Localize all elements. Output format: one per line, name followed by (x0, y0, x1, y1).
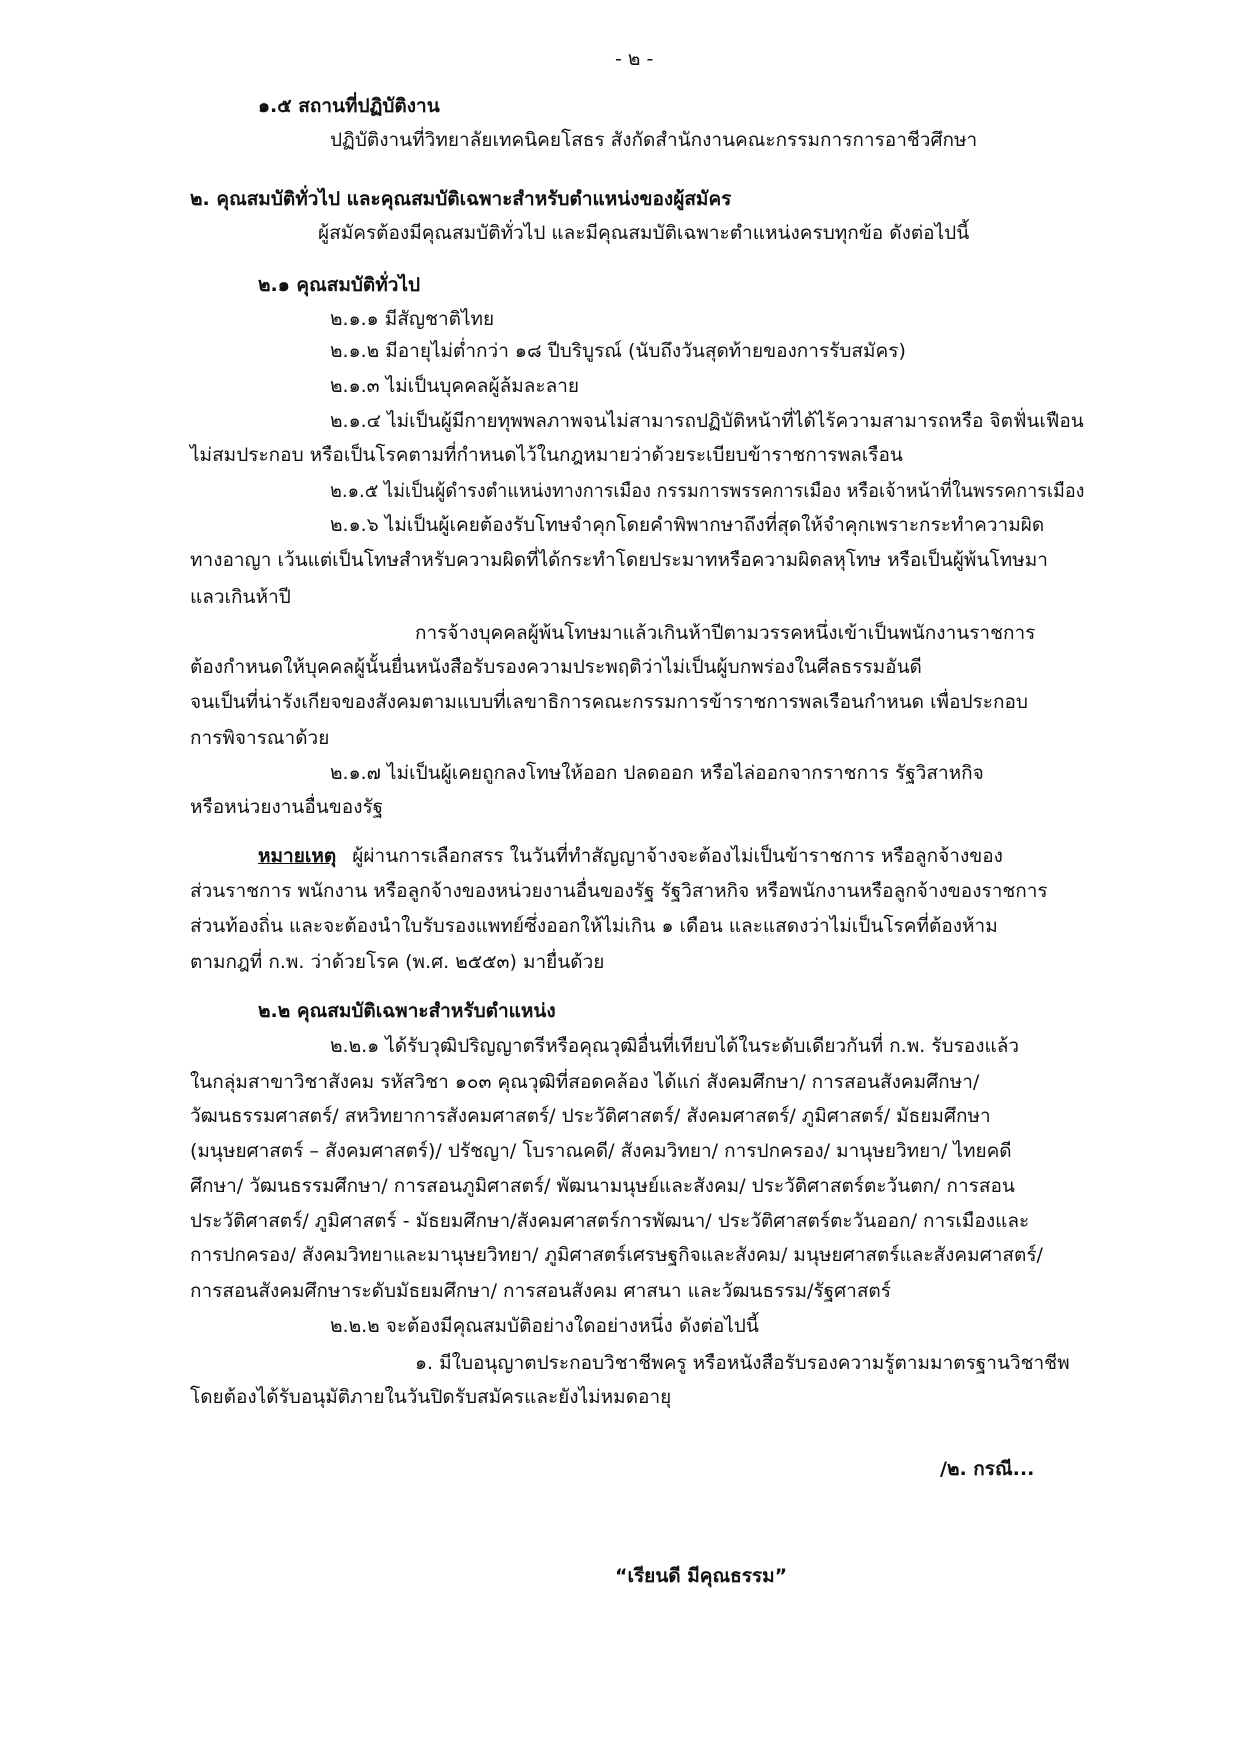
item-2-1-5: ๒.๑.๕ ไม่เป็นผู้ดำรงตำแหน่งทางการเมือง กรรมการพรรคการเมือง หรือเจ้าหน้าที่ในพรรคการเมือง (330, 480, 1085, 502)
item-1-line1: ๑. มีใบอนุญาตประกอบวิชาชีพครู หรือหนังสือรับรองความรู้ตามมาตรฐานวิชาชีพ (415, 1352, 1070, 1374)
section-2-heading: ๒. คุณสมบัติทั่วไป และคุณสมบัติเฉพาะสำหรับตำแหน่งของผู้สมัคร (190, 188, 732, 210)
section-1-5-text: ปฏิบัติงานที่วิทยาลัยเทคนิคยโสธร สังกัดสำนักงานคณะกรรมการการอาชีวศึกษา (330, 129, 978, 151)
item-2-1-4-line1: ๒.๑.๔ ไม่เป็นผู้มีกายทุพพลภาพจนไม่สามารถปฏิบัติหน้าที่ได้ไร้ความสามารถหรือ จิตฟั่นเฟือน (330, 410, 1084, 432)
note-line3: ส่วนท้องถิ่น และจะต้องนำใบรับรองแพทย์ซึ่งออกให้ไม่เกิน ๑ เดือน และแสดงว่าไม่เป็นโรคที่ต้องห้าม (190, 915, 998, 937)
item-2-2-1-line2: ในกลุ่มสาขาวิชาสังคม รหัสวิชา ๑๐๓ คุณวุฒิที่สอดคล้อง ได้แก่ สังคมศึกษา/ การสอนสังคมศึกษา/ (190, 1071, 980, 1093)
paragraph-line3: จนเป็นที่น่ารังเกียจของสังคมตามแบบที่เลขาธิการคณะกรรมการข้าราชการพลเรือนกำหนด เพื่อประกอบ (190, 691, 1028, 713)
section-1-5-heading: ๑.๕ สถานที่ปฏิบัติงาน (258, 95, 440, 117)
section-2-2-heading: ๒.๒ คุณสมบัติเฉพาะสำหรับตำแหน่ง (258, 1000, 556, 1022)
item-2-2-1-line8: การสอนสังคมศึกษาระดับมัธยมศึกษา/ การสอนสังคม ศาสนา และวัฒนธรรม/รัฐศาสตร์ (190, 1280, 891, 1302)
item-1-line2: โดยต้องได้รับอนุมัติภายในวันปิดรับสมัครและยังไม่หมดอายุ (190, 1386, 672, 1408)
page-number: - ๒ - (615, 48, 654, 70)
paragraph-line1: การจ้างบุคคลผู้พ้นโทษมาแล้วเกินห้าปีตามวรรคหนึ่งเข้าเป็นพนักงานราชการ (415, 622, 1036, 644)
item-2-2-1-line7: การปกครอง/ สังคมวิทยาและมานุษยวิทยา/ ภูมิศาสตร์เศรษฐกิจและสังคม/ มนุษยศาสตร์และสังคมศาสตร์/ (190, 1244, 1043, 1266)
item-2-2-1-line4: (มนุษยศาสตร์ – สังคมศาสตร์)/ ปรัชญา/ โบราณคดี/ สังคมวิทยา/ การปกครอง/ มานุษยวิทยา/ ไทยคดี (190, 1140, 1012, 1162)
section-2-1-heading: ๒.๑ คุณสมบัติทั่วไป (258, 274, 421, 296)
item-2-2-1-line6: ประวัติศาสตร์/ ภูมิศาสตร์ - มัธยมศึกษา/สังคมศาสตร์การพัฒนา/ ประวัติศาสตร์ตะวันออก/ การเมืองและ (190, 1210, 1030, 1232)
paragraph-line2: ต้องกำหนดให้บุคคลผู้นั้นยื่นหนังสือรับรองความประพฤติว่าไม่เป็นผู้บกพร่องในศีลธรรมอันดี (190, 656, 922, 678)
item-2-1-1: ๒.๑.๑ มีสัญชาติไทย (330, 308, 495, 330)
item-2-1-4-line2: ไม่สมประกอบ หรือเป็นโรคตามที่กำหนดไว้ในกฎหมายว่าด้วยระเบียบข้าราชการพลเรือน (190, 444, 903, 466)
motto: “เรียนดี มีคุณธรรม” (615, 1565, 788, 1587)
item-2-1-7-line2: หรือหน่วยงานอื่นของรัฐ (190, 796, 384, 818)
note-line4: ตามกฎที่ ก.พ. ว่าด้วยโรค (พ.ศ. ๒๕๕๓) มายื่นด้วย (190, 951, 605, 973)
note-text: ผู้ผ่านการเลือกสรร ในวันที่ทำสัญญาจ้างจะต้องไม่เป็นข้าราชการ หรือลูกจ้างของ (352, 845, 1003, 867)
item-2-2-1-line5: ศึกษา/ วัฒนธรรมศึกษา/ การสอนภูมิศาสตร์/ พัฒนามนุษย์และสังคม/ ประวัติศาสตร์ตะวันตก/ การสอน (190, 1175, 1015, 1197)
continued-marker: /๒. กรณี... (940, 1458, 1035, 1480)
paragraph-line4: การพิจารณาด้วย (190, 727, 330, 749)
section-2-intro: ผู้สมัครต้องมีคุณสมบัติทั่วไป และมีคุณสมบัติเฉพาะตำแหน่งครบทุกข้อ ดังต่อไปนี้ (318, 222, 970, 244)
item-2-1-6-line3: แลวเกินห้าปี (190, 586, 291, 608)
note-line2: ส่วนราชการ พนักงาน หรือลูกจ้างของหน่วยงานอื่นของรัฐ รัฐวิสาหกิจ หรือพนักงานหรือลูกจ้างของราชการ (190, 880, 1048, 902)
item-2-1-6-line1: ๒.๑.๖ ไม่เป็นผู้เคยต้องรับโทษจำคุกโดยคำพิพากษาถึงที่สุดให้จำคุกเพราะกระทำความผิด (330, 514, 1045, 536)
note-line1 (258, 843, 1003, 869)
item-2-1-2: ๒.๑.๒ มีอายุไม่ต่ำกว่า ๑๘ ปีบริบูรณ์ (นับถึงวันสุดท้ายของการรับสมัคร) (330, 340, 906, 362)
item-2-2-1-line1: ๒.๒.๑ ได้รับวุฒิปริญญาตรีหรือคุณวุฒิอื่นที่เทียบได้ในระดับเดียวกันที่ ก.พ. รับรองแล้ว (330, 1035, 1020, 1057)
item-2-1-3: ๒.๑.๓ ไม่เป็นบุคคลผู้ล้มละลาย (330, 375, 580, 397)
item-2-1-6-line2: ทางอาญา เว้นแต่เป็นโทษสำหรับความผิดที่ได้กระทำโดยประมาทหรือความผิดลหุโทษ หรือเป็นผู้พ้นโทษมา (190, 549, 1048, 571)
note-label: หมายเหตุ (258, 845, 337, 867)
item-2-2-1-line3: วัฒนธรรมศาสตร์/ สหวิทยาการสังคมศาสตร์/ ประวัติศาสตร์/ สังคมศาสตร์/ ภูมิศาสตร์/ มัธยมศึกษา (190, 1105, 991, 1127)
item-2-1-7-line1: ๒.๑.๗ ไม่เป็นผู้เคยถูกลงโทษให้ออก ปลดออก หรือไล่ออกจากราชการ รัฐวิสาหกิจ (330, 762, 984, 784)
item-2-2-2: ๒.๒.๒ จะต้องมีคุณสมบัติอย่างใดอย่างหนึ่ง ดังต่อไปนี้ (330, 1315, 759, 1337)
